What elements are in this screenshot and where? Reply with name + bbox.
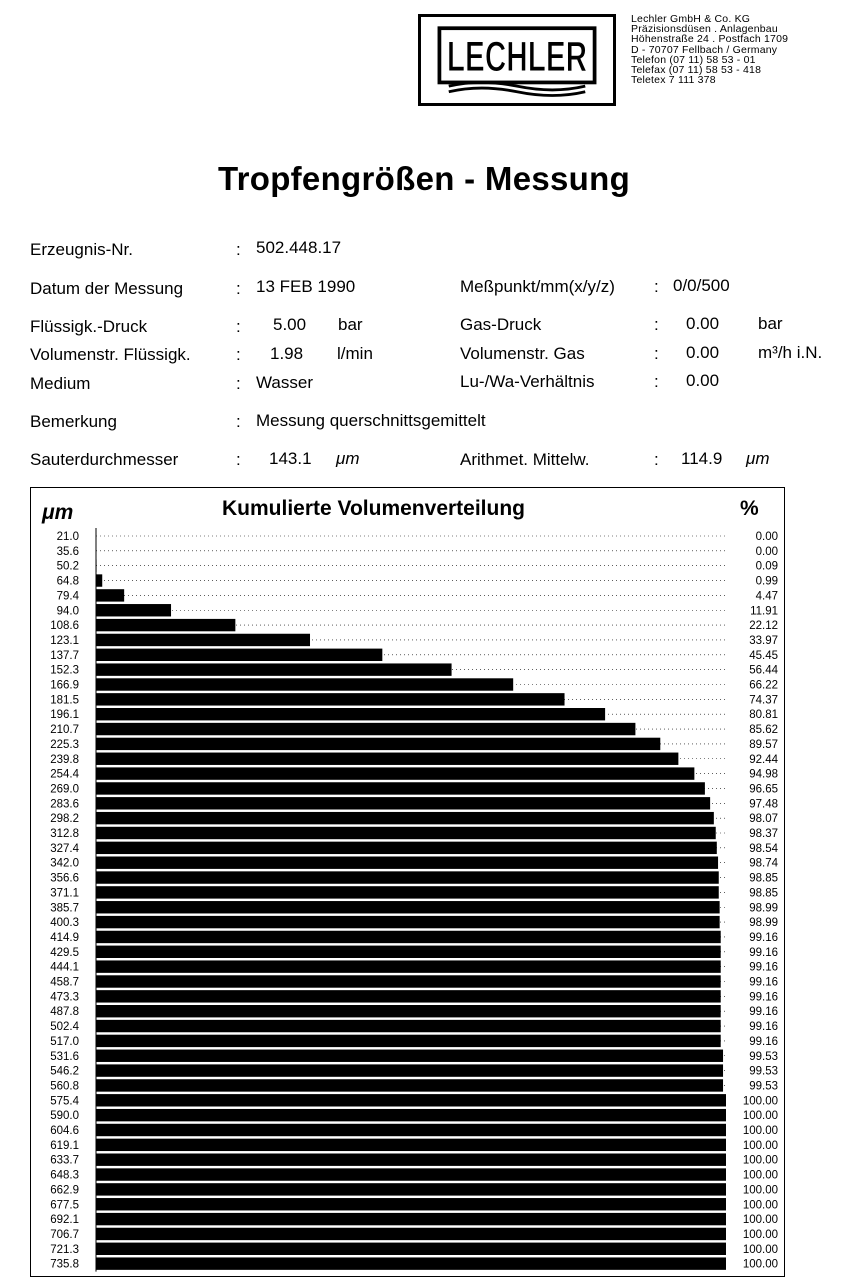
value-data-label: 100.00 xyxy=(742,1214,778,1227)
category-tick-label: 298.2 xyxy=(50,813,79,826)
category-tick-label: 677.5 xyxy=(50,1199,79,1212)
value-data-label: 100.00 xyxy=(742,1228,778,1241)
logo-graphic xyxy=(421,17,613,103)
value-data-label: 98.99 xyxy=(749,917,778,930)
value-data-label: 0.00 xyxy=(755,531,778,543)
gas-druck-unit: bar xyxy=(758,314,783,333)
category-tick-label: 225.3 xyxy=(50,738,79,751)
category-tick-label: 560.8 xyxy=(50,1080,79,1093)
gas-druck-sep: : xyxy=(654,315,659,334)
lechler-logo xyxy=(418,14,616,106)
category-tick-label: 517.0 xyxy=(50,1035,79,1048)
value-data-label: 99.16 xyxy=(749,976,778,989)
y-axis-unit: μm xyxy=(42,501,74,524)
value-data-label: 100.00 xyxy=(742,1125,778,1137)
datum-label: Datum der Messung xyxy=(30,279,184,298)
value-data-label: 98.54 xyxy=(749,842,778,855)
address-line: D - 70707 Fellbach / Germany xyxy=(631,43,778,56)
category-tick-label: 575.4 xyxy=(50,1095,79,1108)
category-tick-label: 166.9 xyxy=(50,679,79,692)
vol-fl-unit: l/min xyxy=(337,344,373,363)
vol-gas-unit: m³/h i.N. xyxy=(758,343,823,362)
value-data-label: 94.98 xyxy=(749,768,778,781)
value-axis-unit: % xyxy=(740,497,759,520)
address-line: Lechler GmbH & Co. KG xyxy=(631,13,751,25)
arith-value: 114.9 xyxy=(681,449,723,468)
value-data-label: 56.44 xyxy=(749,664,778,677)
fl-druck-unit: bar xyxy=(338,315,363,334)
value-data-label: 0.99 xyxy=(755,575,778,588)
category-tick-label: 123.1 xyxy=(50,634,79,647)
category-tick-label: 487.8 xyxy=(50,1006,79,1019)
category-tick-label: 94.0 xyxy=(56,605,79,618)
value-data-label: 66.22 xyxy=(749,679,778,692)
datum-sep: : xyxy=(236,279,241,298)
value-data-label: 99.53 xyxy=(749,1050,778,1063)
medium-sep: : xyxy=(236,374,241,393)
bemerkung-value: Messung querschnittsgemittelt xyxy=(256,411,486,430)
category-tick-label: 64.8 xyxy=(56,575,79,588)
value-data-label: 85.62 xyxy=(749,724,778,737)
value-data-label: 74.37 xyxy=(749,694,778,707)
value-data-label: 99.53 xyxy=(749,1065,778,1078)
address-line: Teletex 7 111 378 xyxy=(631,74,716,87)
category-tick-label: 444.1 xyxy=(50,961,79,974)
value-data-label: 98.99 xyxy=(749,902,778,915)
vol-fl-sep: : xyxy=(236,345,241,364)
category-tick-label: 239.8 xyxy=(50,753,79,766)
category-tick-label: 385.7 xyxy=(50,902,79,915)
category-tick-label: 648.3 xyxy=(50,1169,79,1182)
value-data-label: 98.37 xyxy=(749,828,778,840)
fl-druck-label: Flüssigk.-Druck xyxy=(30,317,148,336)
category-tick-label: 50.2 xyxy=(56,560,79,573)
category-tick-label: 619.1 xyxy=(50,1139,79,1152)
value-data-label: 99.16 xyxy=(749,1035,778,1048)
value-data-label: 99.16 xyxy=(749,931,778,944)
category-tick-label: 137.7 xyxy=(50,649,79,662)
value-data-label: 100.00 xyxy=(742,1154,778,1167)
category-tick-label: 692.1 xyxy=(50,1214,79,1227)
address-line: Telefon (07 11) 58 53 - 01 xyxy=(631,53,756,66)
value-data-label: 98.74 xyxy=(749,857,778,870)
category-tick-label: 633.7 xyxy=(50,1154,79,1167)
arith-label: Arithmet. Mittelw. xyxy=(460,450,590,469)
document-title: Tropfengrößen - Messung xyxy=(217,160,631,197)
messpunkt-value: 0/0/500 xyxy=(673,276,730,295)
value-data-label: 100.00 xyxy=(742,1258,778,1271)
value-data-label: 98.85 xyxy=(749,872,778,885)
value-data-label: 11.91 xyxy=(750,605,778,618)
value-data-label: 100.00 xyxy=(742,1243,778,1256)
address-line: Höhenstraße 24 . Postfach 1709 xyxy=(631,33,789,46)
value-data-label: 22.12 xyxy=(749,620,778,633)
value-data-label: 92.44 xyxy=(749,753,778,766)
vol-gas-sep: : xyxy=(654,344,659,363)
erzeugnis-label: Erzeugnis-Nr. xyxy=(30,240,133,259)
vol-fl-label: Volumenstr. Flüssigk. xyxy=(30,345,191,364)
erzeugnis-value: 502.448.17 xyxy=(256,238,342,257)
value-data-label: 99.16 xyxy=(749,1021,778,1034)
value-data-label: 98.07 xyxy=(749,813,778,826)
arith-unit: μm xyxy=(746,449,770,468)
address-line: Präzisionsdüsen . Anlagenbau xyxy=(631,23,778,36)
chart-title: Kumulierte Volumenverteilung xyxy=(222,497,525,520)
logo-text: LECHLER xyxy=(446,33,588,82)
value-data-label: 33.97 xyxy=(749,634,778,647)
lu-wa-value: 0.00 xyxy=(686,371,720,390)
category-tick-label: 414.9 xyxy=(50,931,79,944)
medium-value: Wasser xyxy=(256,373,313,392)
value-data-label: 99.53 xyxy=(749,1080,778,1093)
company-address xyxy=(631,14,788,85)
category-tick-label: 269.0 xyxy=(50,783,79,796)
value-data-label: 96.65 xyxy=(749,783,778,796)
category-tick-label: 283.6 xyxy=(50,798,79,811)
category-tick-label: 531.6 xyxy=(50,1050,79,1063)
category-tick-label: 735.8 xyxy=(50,1258,79,1271)
category-tick-label: 196.1 xyxy=(50,709,79,722)
value-data-label: 98.85 xyxy=(749,887,778,900)
value-data-label: 99.16 xyxy=(749,1006,778,1019)
category-tick-label: 327.4 xyxy=(50,842,79,855)
category-tick-label: 429.5 xyxy=(50,946,79,959)
vol-fl-value: 1.98 xyxy=(270,344,304,363)
category-tick-label: 342.0 xyxy=(50,857,79,870)
category-tick-label: 546.2 xyxy=(50,1065,79,1078)
category-tick-label: 502.4 xyxy=(50,1021,79,1034)
category-tick-label: 312.8 xyxy=(50,828,79,840)
gas-druck-value: 0.00 xyxy=(686,314,720,333)
category-tick-label: 210.7 xyxy=(50,724,79,737)
medium-label: Medium xyxy=(30,374,91,393)
category-tick-label: 79.4 xyxy=(56,590,79,603)
fl-druck-value: 5.00 xyxy=(273,315,307,334)
category-tick-label: 400.3 xyxy=(50,917,79,930)
messpunkt-label: Meßpunkt/mm(x/y/z) xyxy=(460,277,615,296)
sauter-label: Sauterdurchmesser xyxy=(30,450,179,469)
sauter-unit: μm xyxy=(336,449,360,468)
category-tick-label: 590.0 xyxy=(50,1110,79,1123)
category-tick-label: 181.5 xyxy=(50,694,79,707)
gas-druck-label: Gas-Druck xyxy=(460,315,542,334)
value-data-label: 89.57 xyxy=(749,738,778,751)
value-data-label: 99.16 xyxy=(749,991,778,1004)
value-data-label: 97.48 xyxy=(749,798,778,811)
category-tick-label: 458.7 xyxy=(50,976,79,989)
messpunkt-sep: : xyxy=(654,277,659,296)
category-tick-label: 35.6 xyxy=(56,545,79,558)
address-line: Telefax (07 11) 58 53 - 418 xyxy=(631,64,762,77)
value-data-label: 0.09 xyxy=(755,560,778,573)
lu-wa-sep: : xyxy=(654,372,659,391)
sauter-value: 143.1 xyxy=(269,449,312,468)
bemerkung-label: Bemerkung xyxy=(30,412,117,431)
category-tick-label: 706.7 xyxy=(50,1228,79,1241)
vol-gas-value: 0.00 xyxy=(686,343,720,362)
category-tick-label: 254.4 xyxy=(50,768,79,781)
category-tick-label: 473.3 xyxy=(50,991,79,1004)
category-tick-label: 356.6 xyxy=(50,872,79,885)
value-data-label: 45.45 xyxy=(749,649,778,662)
value-data-label: 80.81 xyxy=(749,709,778,722)
lu-wa-label: Lu-/Wa-Verhältnis xyxy=(460,372,595,391)
category-tick-label: 721.3 xyxy=(50,1243,79,1256)
value-data-label: 99.16 xyxy=(749,961,778,974)
sauter-sep: : xyxy=(236,450,241,469)
value-data-label: 100.00 xyxy=(742,1139,778,1152)
value-data-label: 0.00 xyxy=(755,545,778,558)
category-tick-label: 604.6 xyxy=(50,1125,79,1137)
vol-gas-label: Volumenstr. Gas xyxy=(460,344,585,363)
value-data-label: 100.00 xyxy=(742,1199,778,1212)
value-data-label: 99.16 xyxy=(749,946,778,959)
category-tick-label: 152.3 xyxy=(50,664,79,677)
datum-value: 13 FEB 1990 xyxy=(256,277,356,296)
category-tick-label: 371.1 xyxy=(50,887,79,900)
value-data-label: 100.00 xyxy=(742,1169,778,1182)
value-data-label: 100.00 xyxy=(742,1095,778,1108)
erzeugnis-sep: : xyxy=(236,240,241,259)
bemerkung-sep: : xyxy=(236,412,241,431)
chart-frame xyxy=(30,487,785,1277)
arith-sep: : xyxy=(654,450,659,469)
category-tick-label: 662.9 xyxy=(50,1184,79,1197)
category-tick-label: 21.0 xyxy=(56,531,79,543)
value-data-label: 100.00 xyxy=(742,1110,778,1123)
fl-druck-sep: : xyxy=(236,317,241,336)
category-tick-label: 108.6 xyxy=(50,620,79,633)
value-data-label: 100.00 xyxy=(742,1184,778,1197)
value-data-label: 4.47 xyxy=(755,590,778,603)
